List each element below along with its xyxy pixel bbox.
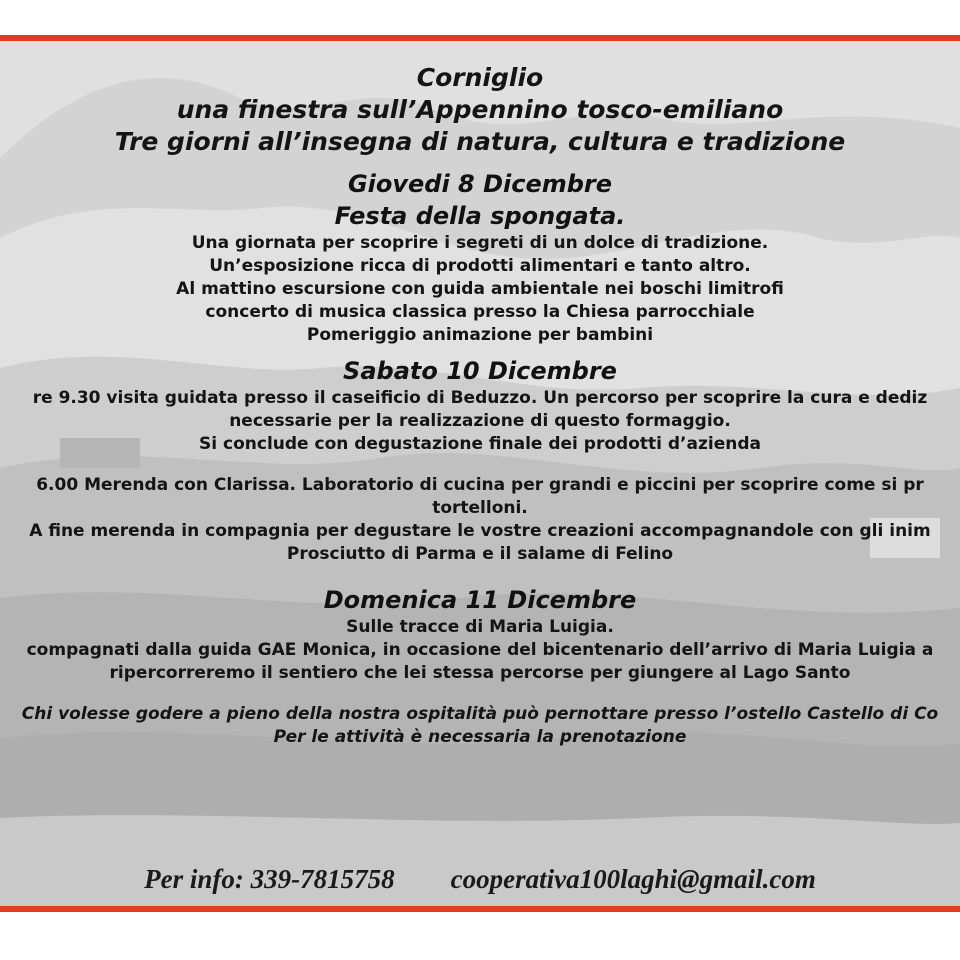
- bottom-red-rule: [0, 906, 960, 912]
- day3-line: ripercorreremo il sentiero che lei stessa percorse per giungere al Lago Santo: [109, 663, 851, 683]
- day2-line: re 9.30 visita guidata presso il caseificio di Beduzzo. Un percorso per scoprire la cura e dediz: [32, 388, 928, 408]
- subtitle-1: una finestra sull’Appennino tosco-emiliano: [176, 95, 784, 124]
- title: Corniglio: [416, 63, 544, 92]
- day1-line: Al mattino escursione con guida ambientale nei boschi limitrofi: [176, 279, 784, 299]
- poster-text: [0, 62, 960, 749]
- day2-line: necessarie per la realizzazione di questo formaggio.: [229, 411, 731, 431]
- day1-line: Una giornata per scoprire i segreti di un dolce di tradizione.: [191, 233, 769, 253]
- day1-line: Pomeriggio animazione per bambini: [306, 325, 654, 345]
- subtitle-2: Tre giorni all’insegna di natura, cultura e tradizione: [114, 127, 846, 156]
- day1-date: Giovedi 8 Dicembre: [347, 170, 613, 198]
- day3-line: compagnati dalla guida GAE Monica, in occasione del bicentenario dell’arrivo di Maria Luigia a: [26, 640, 934, 660]
- day2-line: tortelloni.: [432, 498, 528, 518]
- note-line: Per le attività è necessaria la prenotazione: [273, 727, 687, 747]
- top-red-rule: [0, 35, 960, 41]
- day1-event: Festa della spongata.: [334, 202, 626, 230]
- contact-email: cooperativa100laghi@gmail.com: [450, 864, 816, 894]
- day2-line: A fine merenda in compagnia per degustare le vostre creazioni accompagnandole con gli inim: [29, 521, 931, 541]
- contact-phone: Per info: 339-7815758: [144, 864, 395, 894]
- day2-line: Prosciutto di Parma e il salame di Felino: [286, 544, 674, 564]
- day2-line: Si conclude con degustazione finale dei prodotti d’azienda: [199, 434, 761, 454]
- note-line: Chi volesse godere a pieno della nostra ospitalità può pernottare presso l’ostello Castello di Co: [21, 704, 939, 724]
- day2-date: Sabato 10 Dicembre: [343, 357, 617, 385]
- day1-line: concerto di musica classica presso la Chiesa parrocchiale: [205, 302, 755, 322]
- contact-line: [0, 864, 960, 895]
- day2-line: 6.00 Merenda con Clarissa. Laboratorio di cucina per grandi e piccini per scoprire come si pr: [36, 475, 924, 495]
- day3-line: Sulle tracce di Maria Luigia.: [346, 617, 614, 637]
- day3-date: Domenica 11 Dicembre: [323, 586, 637, 614]
- day1-line: Un’esposizione ricca di prodotti alimentari e tanto altro.: [209, 256, 751, 276]
